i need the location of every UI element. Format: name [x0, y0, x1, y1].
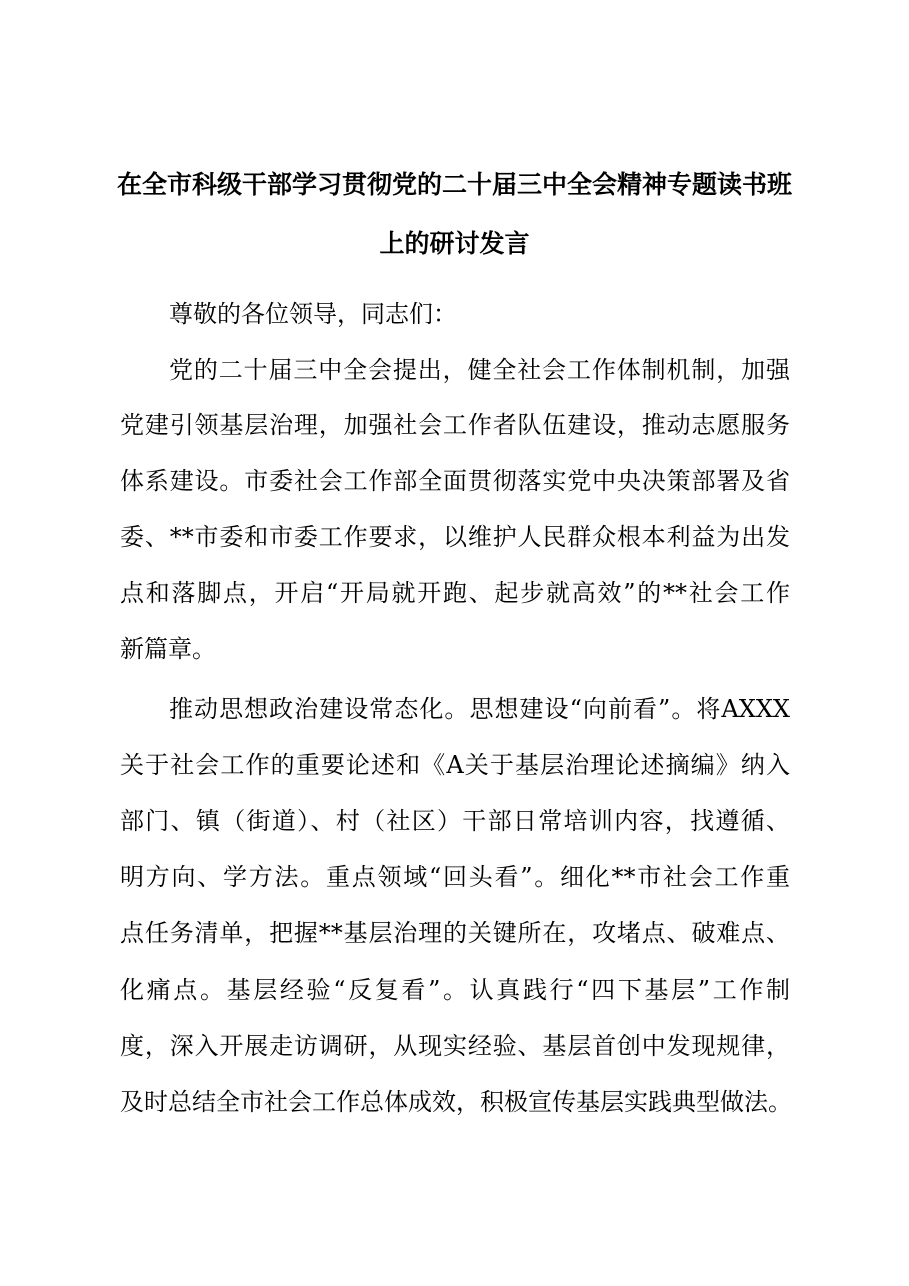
paragraph-1-line: 委、**市委和市委工作要求，以维护人民群众根本利益为出发	[120, 523, 790, 551]
paragraph-1-line: 党的二十届三中全会提出，健全社会工作体制机制，加强	[169, 356, 790, 384]
paragraph-2-line: 化痛点。基层经验“反复看”。认真践行“四下基层”工作制	[120, 976, 790, 1004]
paragraph-2-line: 关于社会工作的重要论述和《A关于基层治理论述摘编》纳入	[120, 751, 790, 779]
paragraph-2-line: 部门、镇（街道）、村（社区）干部日常培训内容，找遵循、	[120, 807, 790, 835]
paragraph-1-line: 体系建设。市委社会工作部全面贯彻落实党中央决策部署及省	[120, 467, 790, 495]
paragraph-1-line: 新篇章。	[120, 635, 216, 663]
paragraph-2-line: 推动思想政治建设常态化。思想建设“向前看”。将AXXX	[169, 695, 790, 723]
paragraph-1-line: 党建引领基层治理，加强社会工作者队伍建设，推动志愿服务	[120, 411, 790, 439]
document-title-line-2: 上的研讨发言	[379, 229, 530, 258]
paragraph-2-line: 度，深入开展走访调研，从现实经验、基层首创中发现规律，	[120, 1032, 790, 1060]
paragraph-2-line: 点任务清单，把握**基层治理的关键所在，攻堵点、破难点、	[120, 919, 790, 947]
document-title-line-1: 在全市科级干部学习贯彻党的二十届三中全会精神专题读书班	[116, 170, 792, 199]
salutation: 尊敬的各位领导，同志们：	[169, 300, 457, 328]
paragraph-2-line: 及时总结全市社会工作总体成效，积极宣传基层实践典型做法。	[120, 1088, 792, 1116]
paragraph-1-line: 点和落脚点，开启“开局就开跑、起步就高效”的**社会工作	[120, 579, 790, 607]
paragraph-2-line: 明方向、学方法。重点领域“回头看”。细化**市社会工作重	[120, 863, 790, 891]
